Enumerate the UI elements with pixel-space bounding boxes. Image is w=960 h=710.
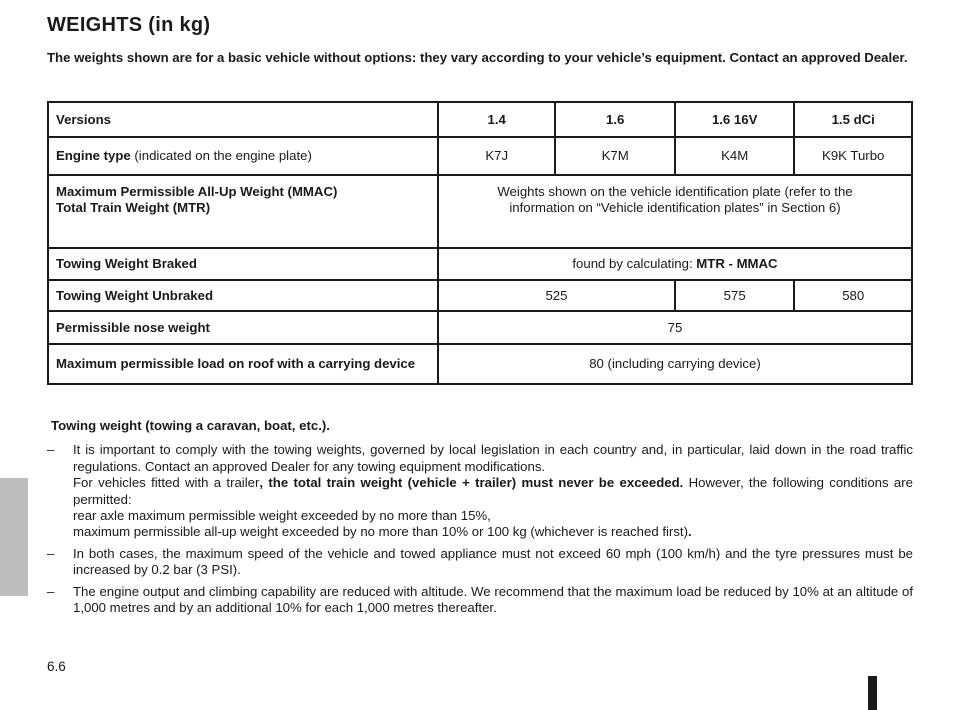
page-title: WEIGHTS (in kg) (47, 14, 211, 36)
table-row-versions (48, 102, 912, 137)
engine-col-2: K7M (555, 137, 674, 175)
nose-weight-label: Permissible nose weight (48, 311, 438, 344)
towing-braked-label: Towing Weight Braked (48, 248, 438, 280)
table-row-towing-unbraked (48, 280, 912, 311)
towing-item1-p1: It is important to comply with the towing weights, governed by local legislation in each country and, in particular, laid down in the road traffic regulations. Contact an approved Dealer for any towing equipment modifications. (73, 442, 913, 474)
dash-marker: – (47, 545, 55, 561)
table-row-roof-load (48, 344, 912, 384)
dash-marker: – (47, 583, 55, 599)
table-row-towing-braked (48, 248, 912, 280)
towing-unbraked-label: Towing Weight Unbraked (48, 280, 438, 311)
version-col-4: 1.5 dCi (794, 102, 912, 137)
list-item (47, 442, 913, 540)
corner-mark (868, 676, 877, 710)
towing-unbraked-col-1: 525 (438, 280, 675, 311)
nose-weight-value: 75 (438, 311, 912, 344)
dash-marker: – (47, 442, 55, 458)
towing-item1-p2-post: However, the following conditions are permitted: (73, 475, 913, 507)
towing-braked-value (438, 248, 912, 280)
engine-type-label-bold: Engine type (56, 148, 131, 163)
versions-label: Versions (48, 102, 438, 137)
table-row-mmac (48, 175, 912, 248)
engine-col-3: K4M (675, 137, 794, 175)
intro-text: The weights shown are for a basic vehicle without options: they vary according to your vehicle’s equipment. Contact an approved Dealer. (47, 50, 908, 65)
towing-item1-p4 (73, 524, 913, 540)
page-number: 6.6 (47, 659, 66, 674)
towing-unbraked-col-3: 580 (794, 280, 912, 311)
list-item (47, 546, 913, 579)
weights-table (47, 101, 913, 385)
towing-item3: The engine output and climbing capability are reduced with altitude. We recommend that the maximum load be reduced by 10% at an altitude of 1,000 metres and by an additional 10% for each 1,000 metres thereafter. (73, 583, 913, 616)
version-col-2: 1.6 (555, 102, 674, 137)
towing-item1-p4-text: maximum permissible all-up weight exceeded by no more than 10% or 100 kg (whichever is reached first) (73, 524, 688, 540)
table-row-engine (48, 137, 912, 175)
towing-heading: Towing weight (towing a caravan, boat, etc.). (51, 418, 330, 433)
towing-item1-p2-bold: , the total train weight (vehicle + trailer) must never be exceeded. (259, 475, 684, 491)
towing-notes (47, 418, 913, 621)
towing-item1-p2 (73, 475, 913, 508)
engine-col-1: K7J (438, 137, 555, 175)
towing-unbraked-col-2: 575 (675, 280, 794, 311)
mmac-label (48, 175, 438, 248)
version-col-1: 1.4 (438, 102, 555, 137)
engine-type-label-note: (indicated on the engine plate) (130, 148, 312, 163)
mmac-label-line2: Total Train Weight (MTR) (56, 200, 211, 215)
version-col-3: 1.6 16V (675, 102, 794, 137)
towing-item1-p4-end: . (687, 524, 692, 540)
table-row-nose-weight (48, 311, 912, 344)
list-item (47, 584, 913, 617)
engine-type-label (48, 137, 438, 175)
towing-braked-formula: MTR - MMAC (696, 256, 778, 271)
section-tab (0, 478, 28, 596)
roof-load-label: Maximum permissible load on roof with a carrying device (48, 344, 438, 384)
towing-item1-p2-pre: For vehicles fitted with a trailer (73, 475, 260, 491)
towing-item2: In both cases, the maximum speed of the vehicle and towed appliance must not exceed 60 mph (100 km/h) and the tyre pressures must be increased by 0.2 bar (3 PSI). (73, 545, 913, 578)
mmac-value: Weights shown on the vehicle identification plate (refer to the information on “Vehicle identification plates” in Section 6) (438, 175, 912, 248)
roof-load-value: 80 (including carrying device) (438, 344, 912, 384)
towing-item1-p3: rear axle maximum permissible weight exceeded by no more than 15%, (73, 508, 491, 524)
engine-col-4: K9K Turbo (794, 137, 912, 175)
towing-braked-prefix: found by calculating: (572, 256, 697, 271)
mmac-label-line1: Maximum Permissible All-Up Weight (MMAC) (56, 184, 338, 199)
